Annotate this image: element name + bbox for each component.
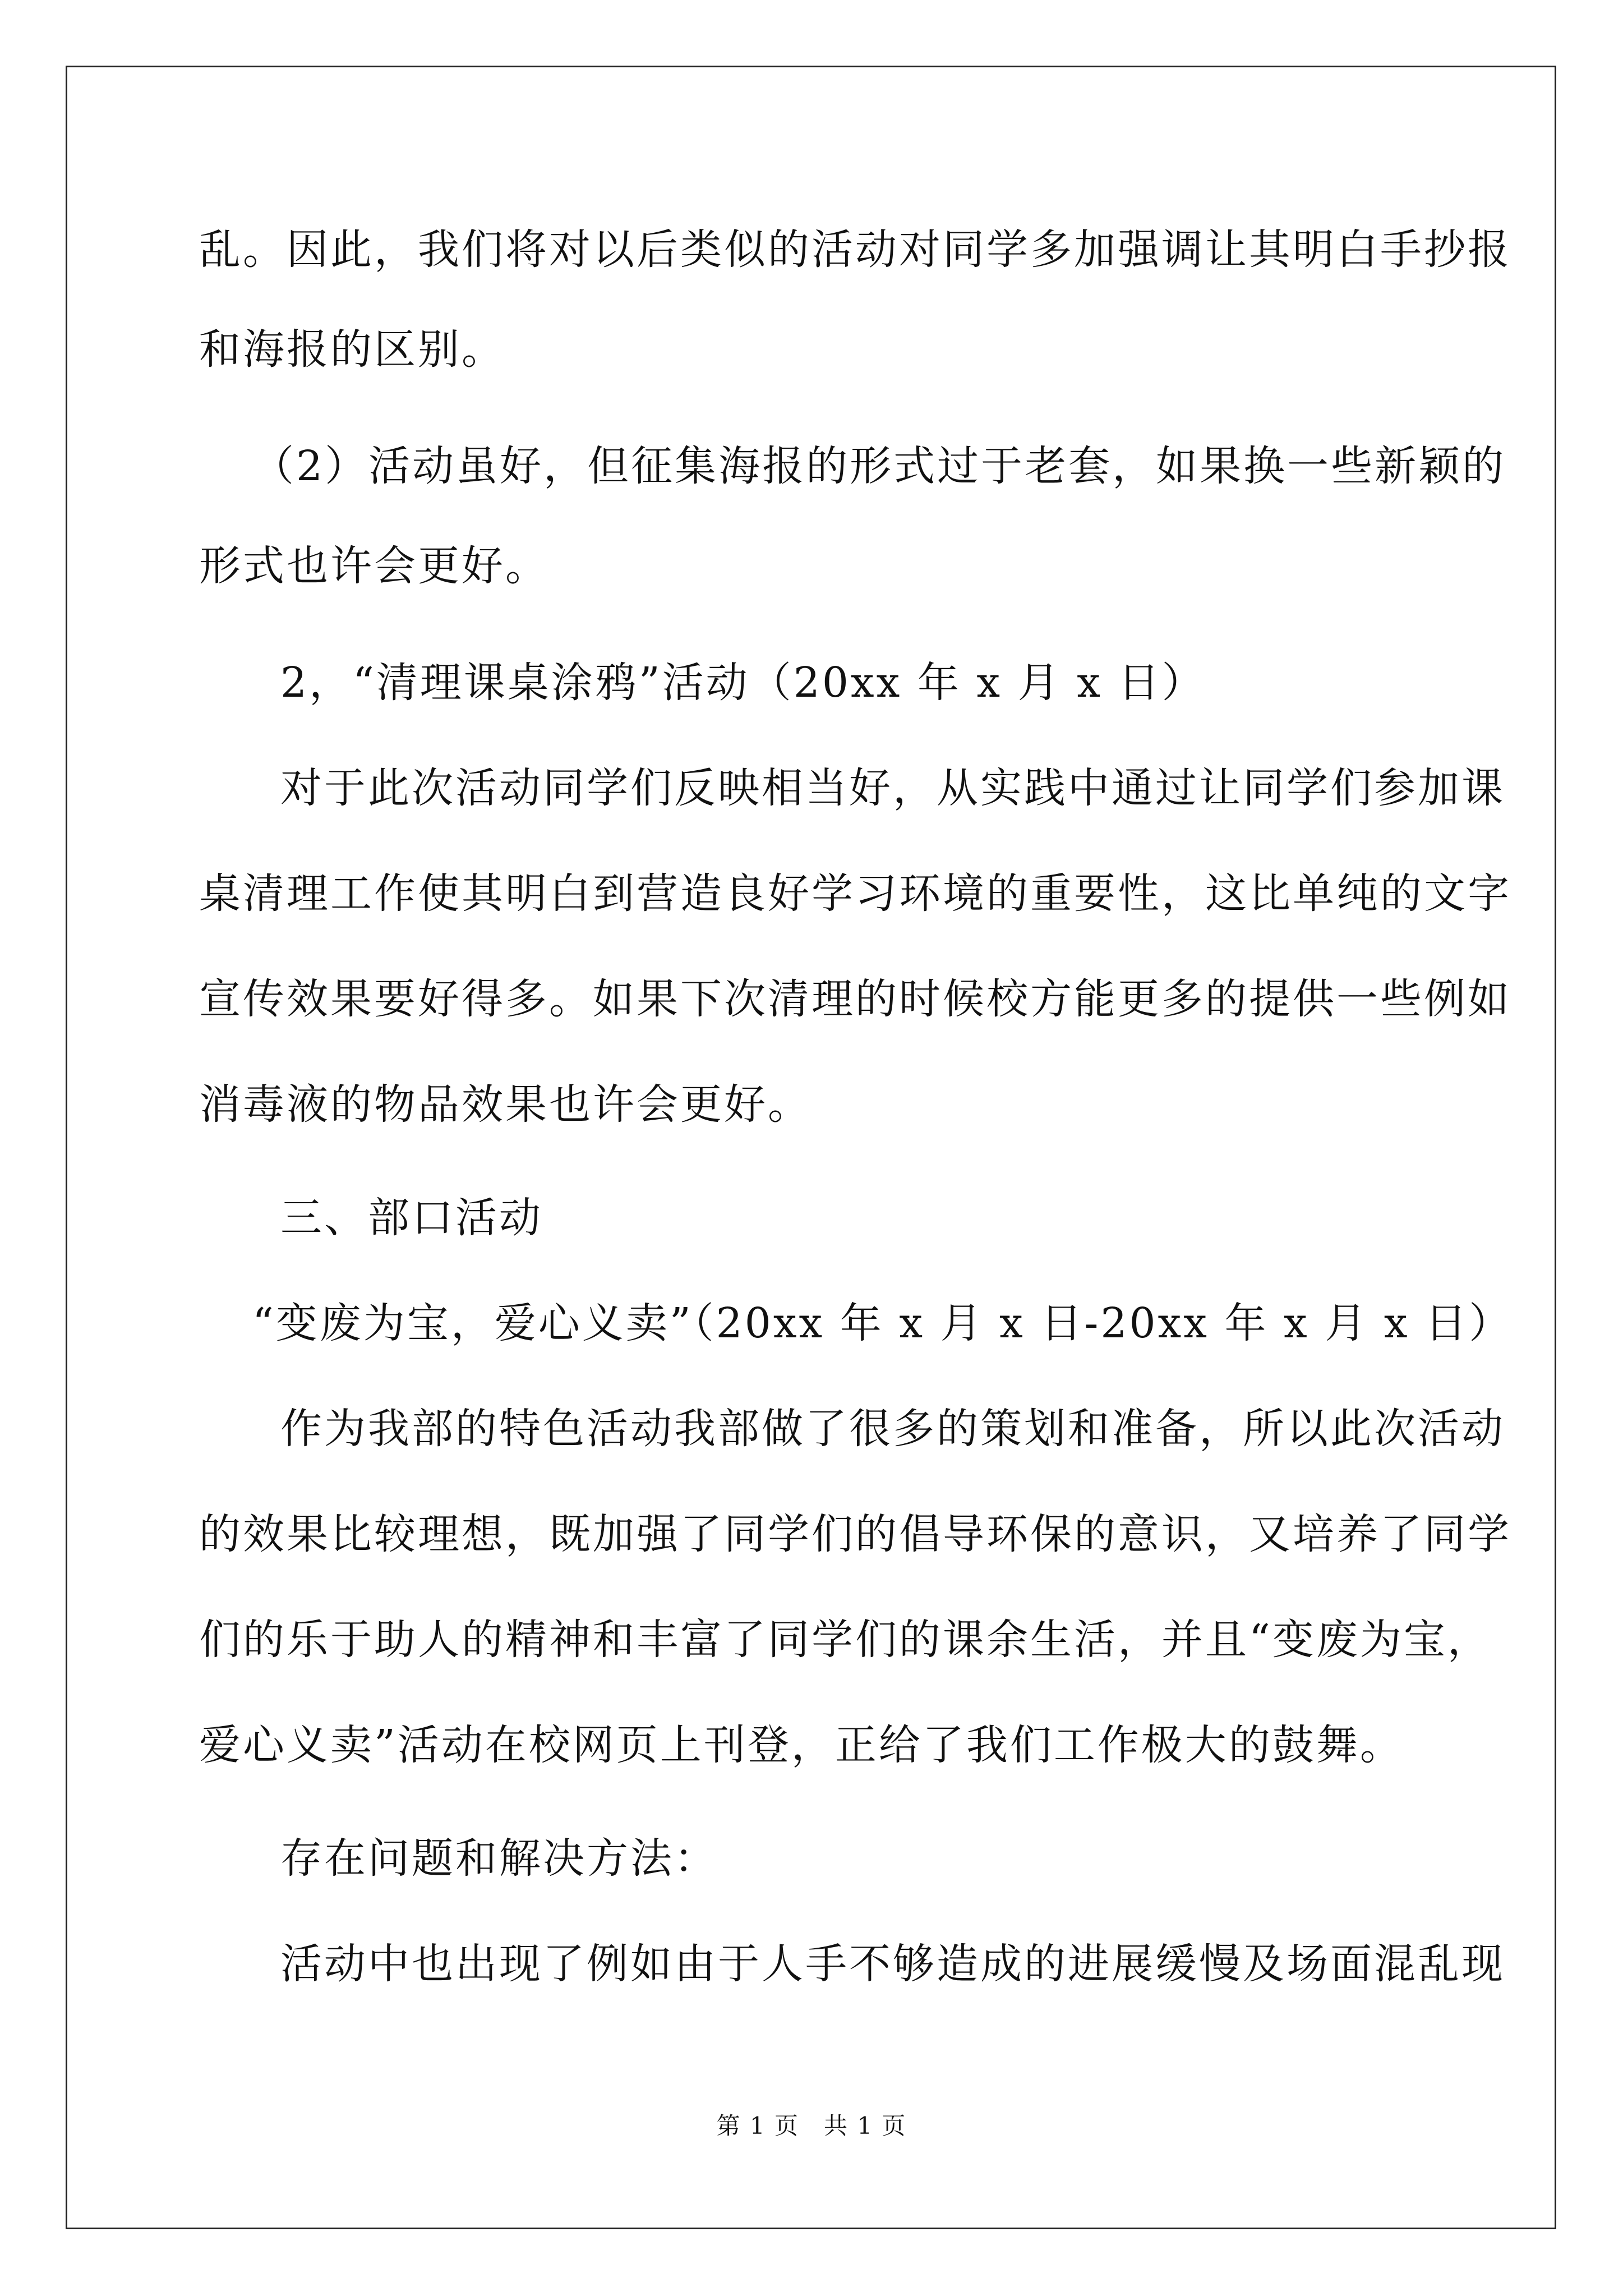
body-text-line: 和海报的区别。 <box>199 325 505 374</box>
body-text-line: 宣传效果要好得多。如果下次清理的时候校方能更多的提供一些例如 <box>199 975 1511 1023</box>
section-heading: 2，“清理课桌涂鸦”活动（20xx 年 x 月 x 日） <box>280 659 1206 707</box>
body-text-line: 形式也许会更好。 <box>199 542 549 590</box>
body-text-line: 作为我部的特色活动我部做了很多的策划和准备，所以此次活动 <box>280 1405 1505 1453</box>
body-text-line: 对于此次活动同学们反映相当好，从实践中通过让同学们参加课 <box>280 764 1505 812</box>
body-text-line: （2）活动虽好，但征集海报的形式过于老套，如果换一些新颖的 <box>252 442 1506 490</box>
body-text-line: 的效果比较理想，既加强了同学们的倡导环保的意识，又培养了同学 <box>199 1510 1511 1558</box>
body-text-line: 们的乐于助人的精神和丰富了同学们的课余生活，并且“变废为宝， <box>199 1616 1491 1664</box>
body-text-line: 桌清理工作使其明白到营造良好学习环境的重要性，这比单纯的文字 <box>199 869 1511 918</box>
page-number-footer: 第 1 页 共 1 页 <box>716 2112 907 2139</box>
page-frame <box>66 66 1556 2229</box>
body-text-line: 存在问题和解决方法： <box>280 1834 718 1883</box>
section-heading: 三、部口活动 <box>280 1194 543 1242</box>
body-text-line: 消毒液的物品效果也许会更好。 <box>199 1080 811 1129</box>
body-text-line: 乱。因此，我们将对以后类似的活动对同学多加强调让其明白手抄报 <box>199 226 1511 274</box>
section-heading: “变废为宝，爱心义卖”（20xx 年 x 月 x 日-20xx 年 x 月 x 日） <box>252 1299 1513 1347</box>
body-text-line: 爱心义卖”活动在校网页上刊登，正给了我们工作极大的鼓舞。 <box>199 1721 1404 1769</box>
body-text-line: 活动中也出现了例如由于人手不够造成的进展缓慢及场面混乱现 <box>280 1940 1505 1988</box>
